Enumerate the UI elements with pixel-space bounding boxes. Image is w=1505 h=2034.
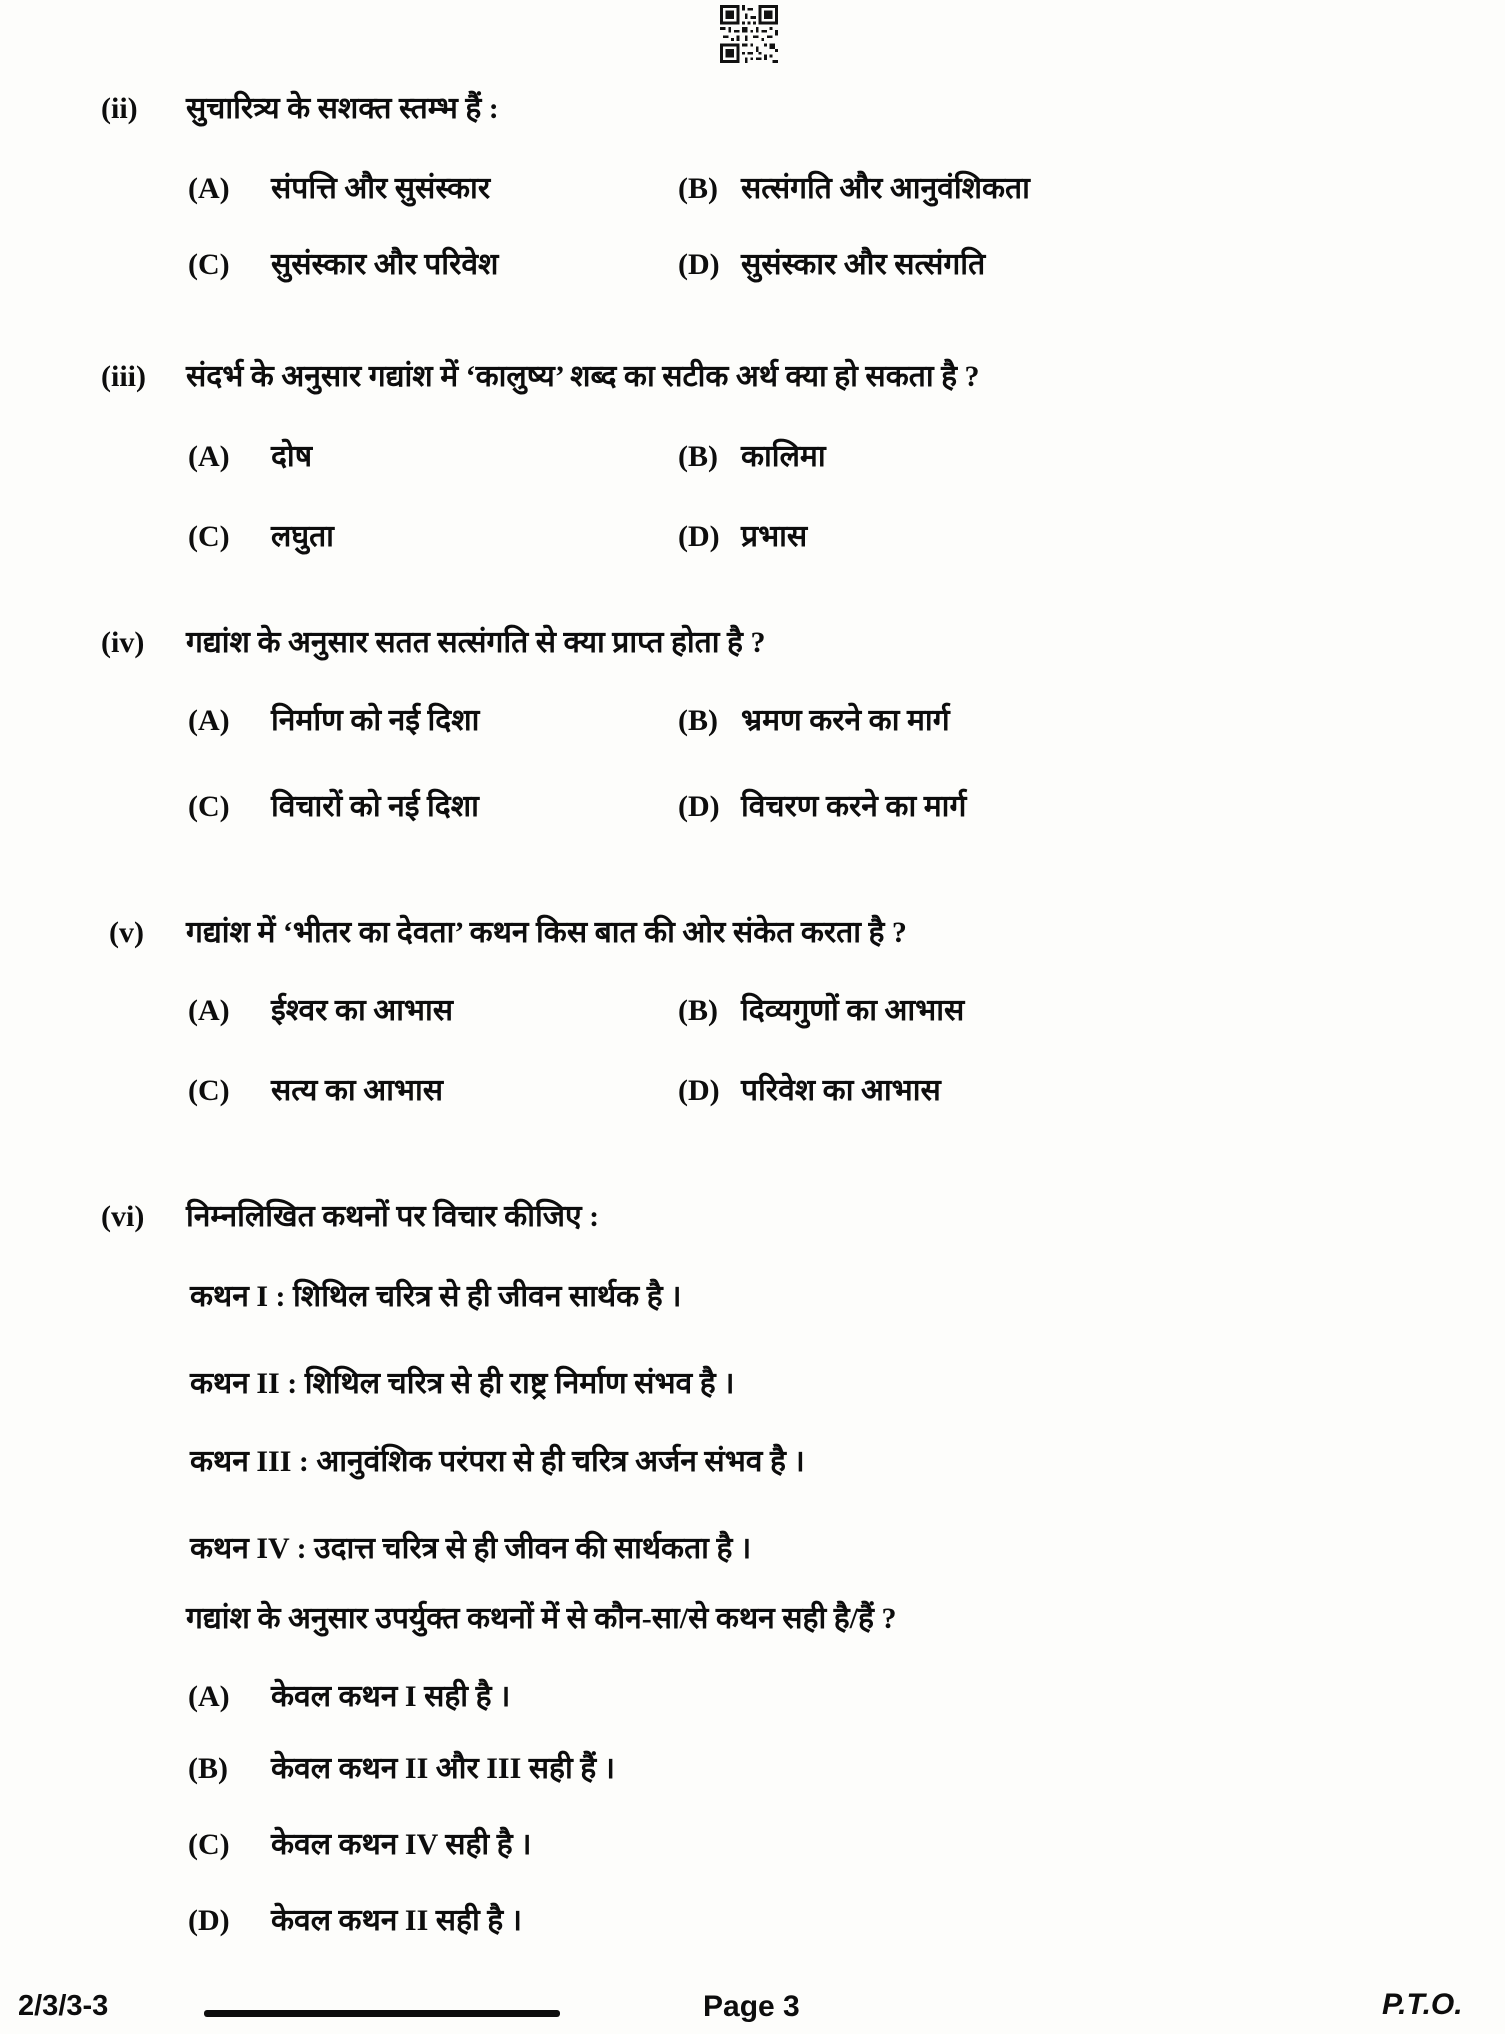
- q-vi-option-a-label: (A): [188, 1680, 230, 1713]
- q-ii-option-d-label: (D): [678, 248, 720, 281]
- q-iii-option-a-text: दोष: [271, 440, 313, 473]
- q-iii-option-a-label: (A): [188, 440, 230, 473]
- q-v-option-b-text: दिव्यगुणों का आभास: [741, 994, 965, 1027]
- paper-code: 2/3/3-3: [18, 1990, 109, 2022]
- q-v-option-b-label: (B): [678, 994, 718, 1027]
- q-v-option-d-text: परिवेश का आभास: [741, 1074, 941, 1107]
- q-ii-option-c-text: सुसंस्कार और परिवेश: [271, 248, 499, 281]
- question-iv-number: (iv): [101, 626, 145, 659]
- q-iv-option-a-label: (A): [188, 704, 230, 737]
- question-v-text: गद्यांश में ‘भीतर का देवता’ कथन किस बात की ओर संकेत करता है ?: [186, 916, 907, 949]
- question-iii-number: (iii): [101, 360, 146, 393]
- q-ii-option-c-label: (C): [188, 248, 230, 281]
- q-vi-statement-4: कथन IV : उदात्त चरित्र से ही जीवन की सार्थकता है ।: [190, 1532, 752, 1565]
- qr-code-icon: [720, 4, 778, 64]
- q-iv-option-d-label: (D): [678, 790, 720, 823]
- question-ii-text: सुचारित्र्य के सशक्त स्तम्भ हैं :: [186, 92, 499, 125]
- q-vi-option-c-text: केवल कथन IV सही है ।: [271, 1828, 532, 1861]
- page-number: Page 3: [703, 1990, 800, 2023]
- q-iii-option-b-label: (B): [678, 440, 718, 473]
- q-iii-option-c-text: लघुता: [271, 520, 334, 553]
- q-v-option-c-text: सत्य का आभास: [271, 1074, 443, 1107]
- pto-label: P.T.O.: [1382, 1988, 1463, 2021]
- q-v-option-a-label: (A): [188, 994, 230, 1027]
- q-v-option-a-text: ईश्वर का आभास: [271, 994, 454, 1027]
- question-vi-text: निम्नलिखित कथनों पर विचार कीजिए :: [186, 1200, 600, 1233]
- q-vi-statement-2: कथन II : शिथिल चरित्र से ही राष्ट्र निर्माण संभव है ।: [190, 1367, 735, 1400]
- q-vi-followup: गद्यांश के अनुसार उपर्युक्त कथनों में से कौन-सा/से कथन सही है/हैं ?: [186, 1602, 897, 1635]
- q-vi-option-b-label: (B): [188, 1752, 228, 1785]
- q-vi-option-a-text: केवल कथन I सही है ।: [271, 1680, 511, 1713]
- question-ii-number: (ii): [101, 92, 138, 125]
- question-vi-number: (vi): [101, 1200, 145, 1233]
- q-iv-option-d-text: विचरण करने का मार्ग: [741, 790, 967, 823]
- q-iv-option-a-text: निर्माण को नई दिशा: [271, 704, 480, 737]
- q-vi-option-d-text: केवल कथन II सही है ।: [271, 1904, 523, 1937]
- q-v-option-d-label: (D): [678, 1074, 720, 1107]
- q-iii-option-d-label: (D): [678, 520, 720, 553]
- question-iii-text: संदर्भ के अनुसार गद्यांश में ‘कालुष्य’ शब्द का सटीक अर्थ क्या हो सकता है ?: [186, 360, 980, 393]
- footer-divider: [204, 2010, 560, 2017]
- q-ii-option-b-text: सत्संगति और आनुवंशिकता: [741, 172, 1030, 205]
- q-v-option-c-label: (C): [188, 1074, 230, 1107]
- q-iii-option-c-label: (C): [188, 520, 230, 553]
- q-iv-option-b-label: (B): [678, 704, 718, 737]
- q-vi-statement-1: कथन I : शिथिल चरित्र से ही जीवन सार्थक है ।: [190, 1280, 682, 1313]
- q-ii-option-d-text: सुसंस्कार और सत्संगति: [741, 248, 986, 281]
- q-iv-option-b-text: भ्रमण करने का मार्ग: [741, 704, 950, 737]
- q-vi-option-c-label: (C): [188, 1828, 230, 1861]
- q-vi-option-d-label: (D): [188, 1904, 230, 1937]
- question-v-number: (v): [109, 916, 144, 949]
- question-iv-text: गद्यांश के अनुसार सतत सत्संगति से क्या प्राप्त होता है ?: [186, 626, 766, 659]
- q-iv-option-c-text: विचारों को नई दिशा: [271, 790, 479, 823]
- q-vi-statement-3: कथन III : आनुवंशिक परंपरा से ही चरित्र अर्जन संभव है ।: [190, 1445, 805, 1478]
- q-ii-option-b-label: (B): [678, 172, 718, 205]
- q-ii-option-a-text: संपत्ति और सुसंस्कार: [271, 172, 491, 205]
- q-iii-option-b-text: कालिमा: [741, 440, 826, 473]
- q-iv-option-c-label: (C): [188, 790, 230, 823]
- q-ii-option-a-label: (A): [188, 172, 230, 205]
- q-vi-option-b-text: केवल कथन II और III सही हैं ।: [271, 1752, 616, 1785]
- q-iii-option-d-text: प्रभास: [741, 520, 808, 553]
